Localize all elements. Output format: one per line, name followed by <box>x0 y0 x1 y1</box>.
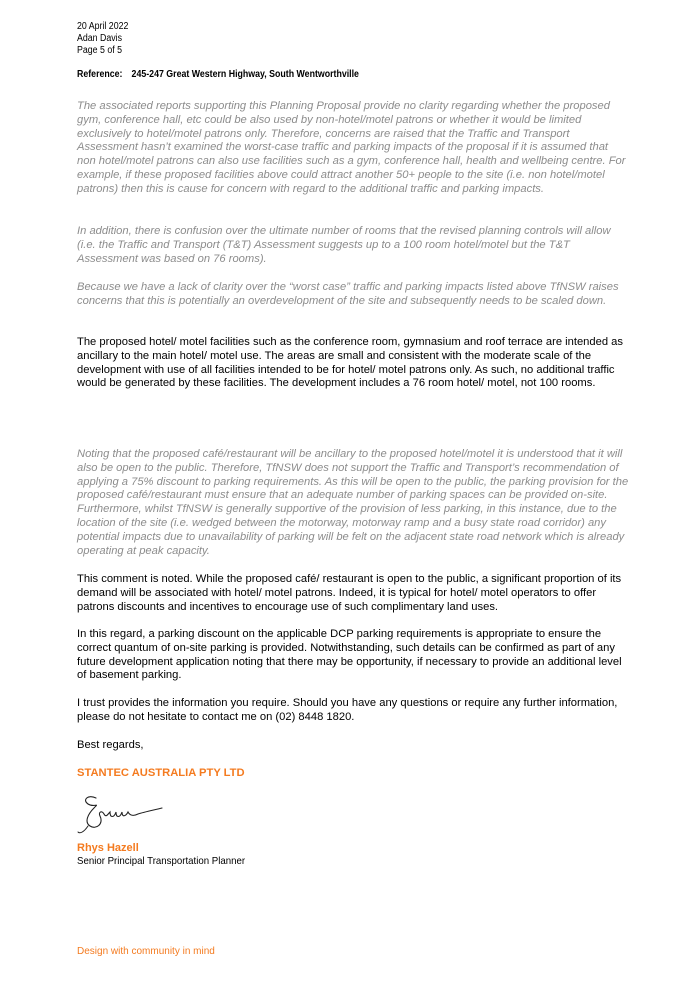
paragraph-quote: In addition, there is confusion over the ultimate number of rooms that the revised planning controls will allow (i.e. the Traffic and Transport (T&T) Assessment suggests up to a 100 room hotel/motel but the T&T Assessment was based on 76 rooms). <box>77 225 611 265</box>
signatory-title: Senior Principal Transportation Planner <box>77 855 246 867</box>
reference-label: Reference: <box>77 69 123 80</box>
signature-image <box>74 786 174 843</box>
page-number: Page 5 of 5 <box>77 45 123 56</box>
letter-recipient: Adan Davis <box>77 33 123 44</box>
signatory-name: Rhys Hazell <box>77 842 139 854</box>
paragraph-response: This comment is noted. While the proposed café/ restaurant is open to the public, a significant proportion of its demand will be associated with hotel/ motel patrons. Indeed, it is typical for hotel/ motel operators to offer patrons discounts and incentives to encourage use of such complimentary land uses. <box>77 573 622 613</box>
paragraph-quote: The associated reports supporting this Planning Proposal provide no clarity regarding whether the proposed gym, conference hall, etc could be also used by non-hotel/motel patrons or whether it would be limited exclusively to hotel/motel patrons only. Therefore, concerns are raised that the Traffic and Transport Assessment hasn’t examined the worst-case traffic and parking impacts of the proposal if it is assumed that non hotel/motel patrons can also use facilities such as a gym, conference hall, health and wellbeing centre. For example, if these proposed facilities above could attract another 50+ people to the site (i.e. non hotel/motel patrons) then this is cause for concern with regard to the additional traffic and parking impacts. <box>77 100 626 195</box>
paragraph-response: The proposed hotel/ motel facilities such as the conference room, gymnasium and roof terrace are intended as ancillary to the main hotel/ motel use. The areas are small and consistent with the moderate scale of the development with use of all facilities intended to be for hotel/ motel patrons only. As such, no additional traffic would be generated by these facilities. The development includes a 76 room hotel/ motel, not 100 rooms. <box>77 336 623 390</box>
reference-line <box>77 69 359 80</box>
footer-tagline: Design with community in mind <box>77 946 215 957</box>
reference-value: 245-247 Great Western Highway, South Wentworthville <box>131 69 359 80</box>
closing-salutation: Best regards, <box>77 739 144 751</box>
paragraph-quote: Because we have a lack of clarity over the “worst case” traffic and parking impacts listed above TfNSW raises concerns that this is potentially an overdevelopment of the site and subsequently needs to be scaled down. <box>77 281 619 307</box>
paragraph-quote: Noting that the proposed café/restaurant will be ancillary to the proposed hotel/motel it is understood that it will also be open to the public. Therefore, TfNSW does not support the Traffic and Transport’s recommendation of applying a 75% discount to parking requirements. As this will be open to the public, the parking provision for the proposed café/restaurant must ensure that an adequate number of parking spaces can be provided on-site. Furthermore, whilst TfNSW is generally supportive of the provision of less parking, in this instance, due to the location of the site (i.e. wedged between the motorway, motorway ramp and a busy state road corridor) any potential impacts due to unavailability of parking will be felt on the adjacent state road network which is already operating at peak capacity. <box>77 448 629 557</box>
company-name: STANTEC AUSTRALIA PTY LTD <box>77 767 245 779</box>
paragraph-response: I trust provides the information you require. Should you have any questions or require any further information, please do not hesitate to contact me on (02) 8448 1820. <box>77 697 618 723</box>
letter-date: 20 April 2022 <box>77 21 129 32</box>
paragraph-response: In this regard, a parking discount on the applicable DCP parking requirements is appropriate to ensure the correct quantum of on-site parking is provided. Notwithstanding, such details can be confirmed as part of any future development application noting that there may be opportunity, if necessary to provide an additional level of basement parking. <box>77 628 622 682</box>
letter-header <box>77 21 128 57</box>
